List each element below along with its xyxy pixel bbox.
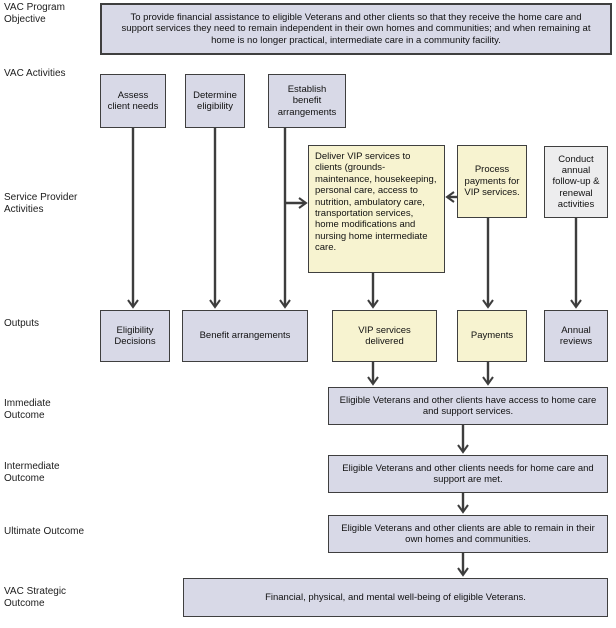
box-conduct-annual-followup: Conduct annual follow-up & renewal activities: [544, 146, 608, 218]
box-establish-benefit-arrangements: Establish benefit arrangements: [268, 74, 346, 128]
box-output-eligibility-decisions: Eligibility Decisions: [100, 310, 170, 362]
box-assess-client-needs: Assess client needs: [100, 74, 166, 128]
row-label-outputs: Outputs: [4, 318, 40, 329]
box-ultimate-outcome: Eligible Veterans and other clients are able to remain in their own homes and communities.: [328, 515, 608, 553]
box-output-payments: Payments: [457, 310, 527, 362]
box-intermediate-outcome: Eligible Veterans and other clients needs for home care and support are met.: [328, 455, 608, 493]
row-label-intermediate-outcome: Intermediate Outcome: [4, 461, 60, 484]
row-label-service-provider-activities: Service Provider Activities: [4, 192, 78, 215]
box-process-payments: Process payments for VIP services.: [457, 145, 527, 218]
row-label-vac-strategic-outcome: VAC Strategic Outcome: [4, 586, 67, 609]
row-label-ultimate-outcome: Ultimate Outcome: [4, 526, 85, 537]
box-immediate-outcome: Eligible Veterans and other clients have access to home care and support services.: [328, 387, 608, 425]
box-output-vip-services-delivered: VIP services delivered: [332, 310, 437, 362]
box-deliver-vip-services: Deliver VIP services to clients (grounds-maintenance, housekeeping, personal care, access to nutrition, ambulatory care, transportation services, home modifications and nursing home intermediate care.: [308, 145, 445, 273]
row-label-program-objective: VAC Program Objective: [4, 2, 65, 25]
box-strategic-outcome: Financial, physical, and mental well-being of eligible Veterans.: [183, 578, 608, 617]
row-label-vac-activities: VAC Activities: [4, 68, 66, 79]
box-determine-eligibility: Determine eligibility: [185, 74, 245, 128]
box-output-annual-reviews: Annual reviews: [544, 310, 608, 362]
row-label-immediate-outcome: Immediate Outcome: [4, 398, 51, 421]
box-output-benefit-arrangements: Benefit arrangements: [182, 310, 308, 362]
box-program-objective: To provide financial assistance to eligible Veterans and other clients so that they receive the home care and support services they need to remain independent in their own homes and communities; and when remaining at home is no longer practical, intermediate care in a community facility.: [100, 3, 612, 55]
